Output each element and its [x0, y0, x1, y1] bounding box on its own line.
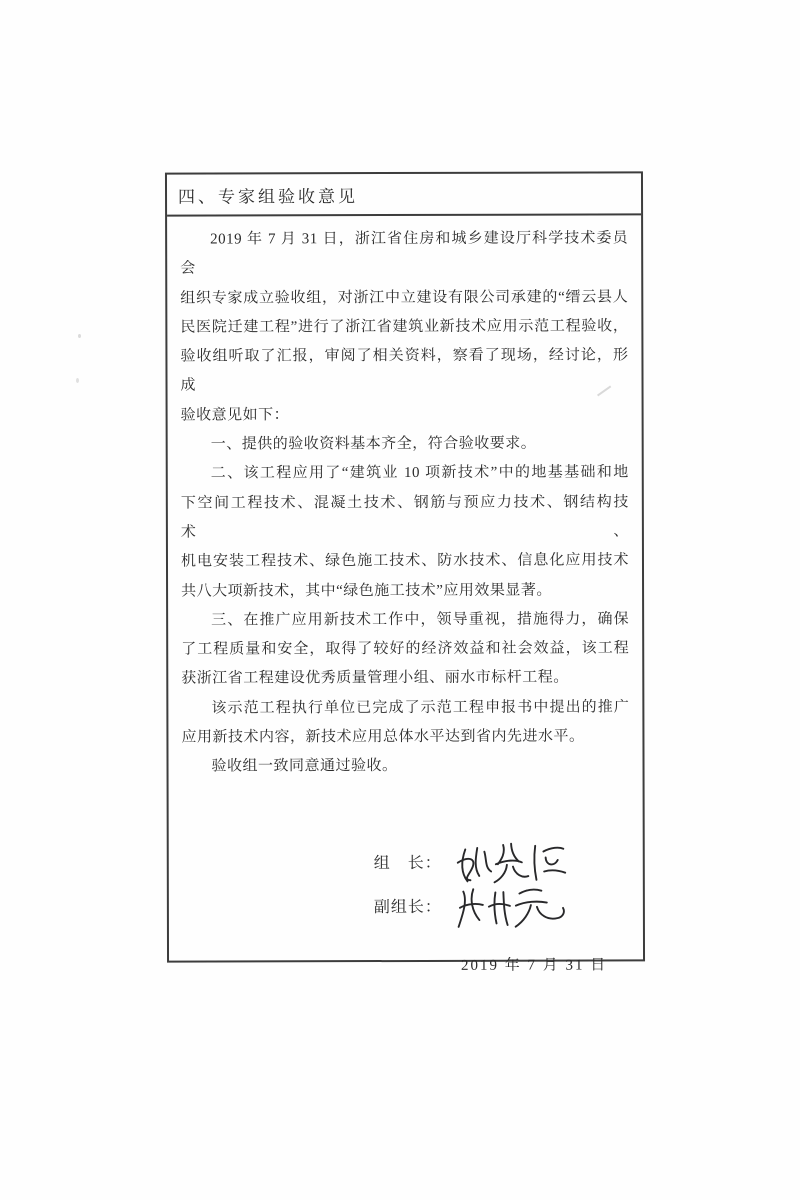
text-line: 验收组一致同意通过验收。	[211, 758, 398, 775]
acceptance-form-box	[165, 171, 645, 974]
scan-artifact	[76, 378, 79, 383]
deputy-signature-handwriting	[451, 878, 579, 933]
body-text	[167, 215, 642, 782]
text-line: 下空间工程技术、混凝土技术、钢筋与预应力技术、钢结构技术、	[180, 494, 629, 541]
leader-label: 组 长：	[373, 855, 442, 873]
text-line: 共八大项新技术，其中“绿色施工技术”应用效果显著。	[181, 582, 552, 600]
section-header	[167, 173, 641, 216]
text-line: 三、在推广应用新技术工作中，领导重视，措施得力，确保	[211, 611, 630, 629]
text-line: 机电安装工程技术、绿色施工技术、防水技术、信息化应用技术	[180, 552, 630, 570]
text-line: 应用新技术内容，新技术应用总体水平达到省内先进水平。	[181, 728, 585, 746]
text-line: 该示范工程执行单位已完成了示范工程申报书中提出的推广	[211, 699, 630, 717]
scan-artifact	[78, 334, 81, 338]
text-line: 组织专家成立验收组，对浙江中立建设有限公司承建的“缙云县人	[180, 289, 629, 307]
leader-signature-row	[374, 839, 643, 884]
deputy-label: 副组长：	[373, 899, 442, 917]
report-date: 2019 年 7 月 31 日	[461, 957, 608, 974]
deputy-signature-row	[374, 883, 643, 928]
text-line: 验收组听取了汇报，审阅了相关资料，察看了现场，经讨论，形成	[180, 347, 629, 395]
text-line: 一、提供的验收资料基本齐全，符合验收要求。	[210, 435, 537, 453]
signature-block	[374, 839, 643, 928]
deputy-signature-icon	[451, 878, 579, 933]
text-line: 验收意见如下：	[180, 407, 290, 424]
text-line: 2019 年 7 月 31 日，浙江省住房和城乡建设厅科学技术委员会	[180, 230, 629, 277]
text-line: 获浙江省工程建设优秀质量管理小组、丽水市标杆工程。	[181, 670, 569, 688]
text-line: 民医院迁建工程”进行了浙江省建筑业新技术应用示范工程验收，	[180, 318, 629, 336]
text-line: 了工程质量和安全，取得了较好的经济效益和社会效益，该工程	[181, 640, 630, 658]
text-line: 二、该工程应用了“建筑业 10 项新技术”中的地基基础和地	[210, 464, 629, 482]
section-title: 四、专家组验收意见	[178, 186, 359, 207]
